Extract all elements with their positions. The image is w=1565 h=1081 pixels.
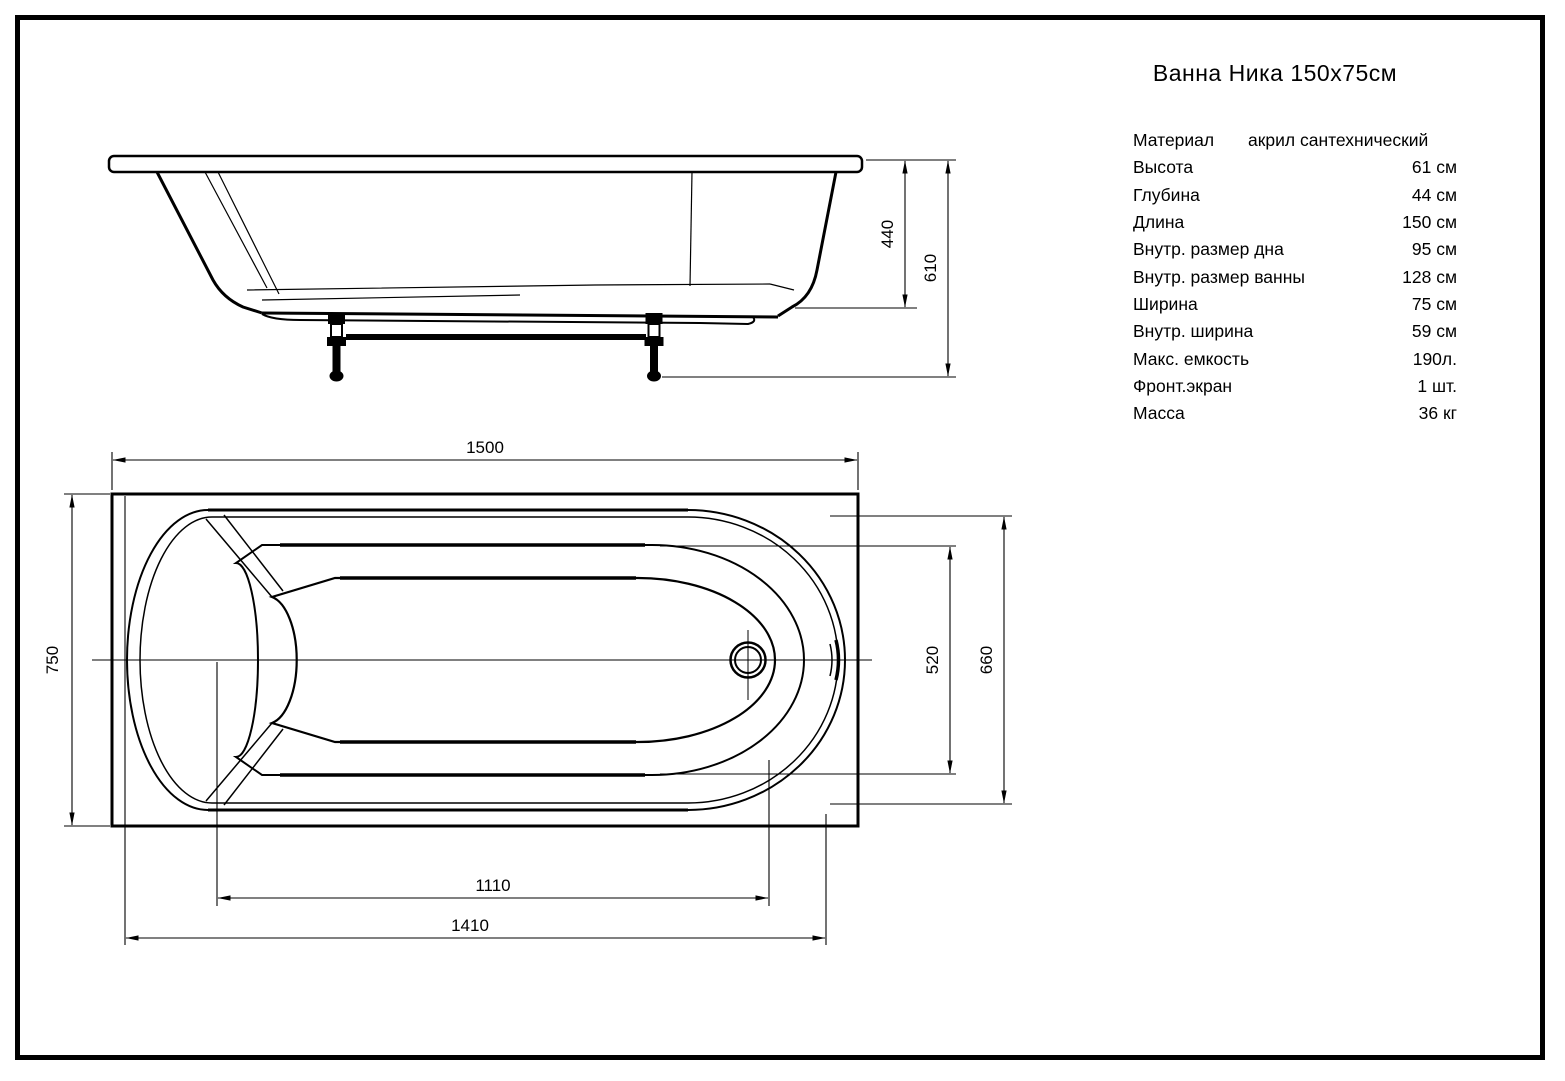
spec-label: Глубина [1133, 184, 1200, 205]
top-view [92, 494, 872, 826]
ext-line [217, 662, 769, 906]
spec-row [1133, 236, 1457, 263]
spec-label: Высота [1133, 157, 1194, 178]
side-view [109, 156, 862, 382]
spec-table [1133, 127, 1457, 427]
spec-row [1133, 263, 1457, 290]
spec-value: 1 шт. [1417, 375, 1457, 396]
dim-label-width: 750 [43, 645, 62, 675]
dim-label-side-height: 610 [921, 253, 940, 283]
leg-right [645, 313, 664, 382]
ext-line [112, 452, 858, 490]
spec-value: 190л. [1412, 348, 1457, 369]
dim-label-rim-width: 660 [977, 645, 996, 675]
spec-value: 61 см [1411, 157, 1457, 178]
spec-value: акрил сантехнический [1248, 130, 1429, 151]
spec-value: 128 см [1402, 266, 1457, 287]
dim-label-length: 1500 [466, 438, 504, 457]
spec-row [1133, 318, 1457, 345]
dim-label-floor-length: 1110 [475, 876, 511, 895]
spec-label: Фронт.экран [1133, 375, 1233, 396]
spec-label: Внутр. размер дна [1133, 239, 1284, 260]
spec-label: Внутр. размер ванны [1133, 266, 1305, 287]
side-inner-lines [205, 172, 794, 300]
spec-row [1133, 345, 1457, 372]
side-view-dimensions [662, 160, 956, 377]
spec-label: Длина [1133, 212, 1185, 233]
spec-value: 95 см [1411, 239, 1457, 260]
leg-left [327, 313, 346, 382]
side-left-slope [157, 172, 262, 313]
dim-label-side-depth: 440 [878, 219, 897, 249]
spec-row [1133, 400, 1457, 427]
page-title: Ванна Ника 150х75см [1152, 60, 1398, 86]
spec-value: 150 см [1402, 212, 1457, 233]
spec-row [1133, 182, 1457, 209]
side-rim [109, 156, 862, 172]
spec-label: Материал [1133, 130, 1215, 151]
spec-row [1133, 291, 1457, 318]
spec-row [1133, 127, 1457, 154]
spec-value: 44 см [1411, 184, 1457, 205]
spec-label: Ширина [1133, 293, 1198, 314]
spec-label: Внутр. ширина [1133, 321, 1254, 342]
spec-label: Макс. емкость [1133, 348, 1250, 369]
spec-value: 75 см [1411, 293, 1457, 314]
dim-label-inner-width: 520 [923, 645, 942, 675]
spec-row [1133, 373, 1457, 400]
spec-row [1133, 209, 1457, 236]
spec-row [1133, 154, 1457, 181]
side-right-slope [778, 172, 836, 316]
support-frame-bar [346, 334, 646, 340]
spec-value: 36 кг [1418, 403, 1457, 424]
spec-label: Масса [1133, 403, 1185, 424]
dim-label-shell-length: 1410 [451, 916, 489, 935]
spec-value: 59 см [1411, 321, 1457, 342]
